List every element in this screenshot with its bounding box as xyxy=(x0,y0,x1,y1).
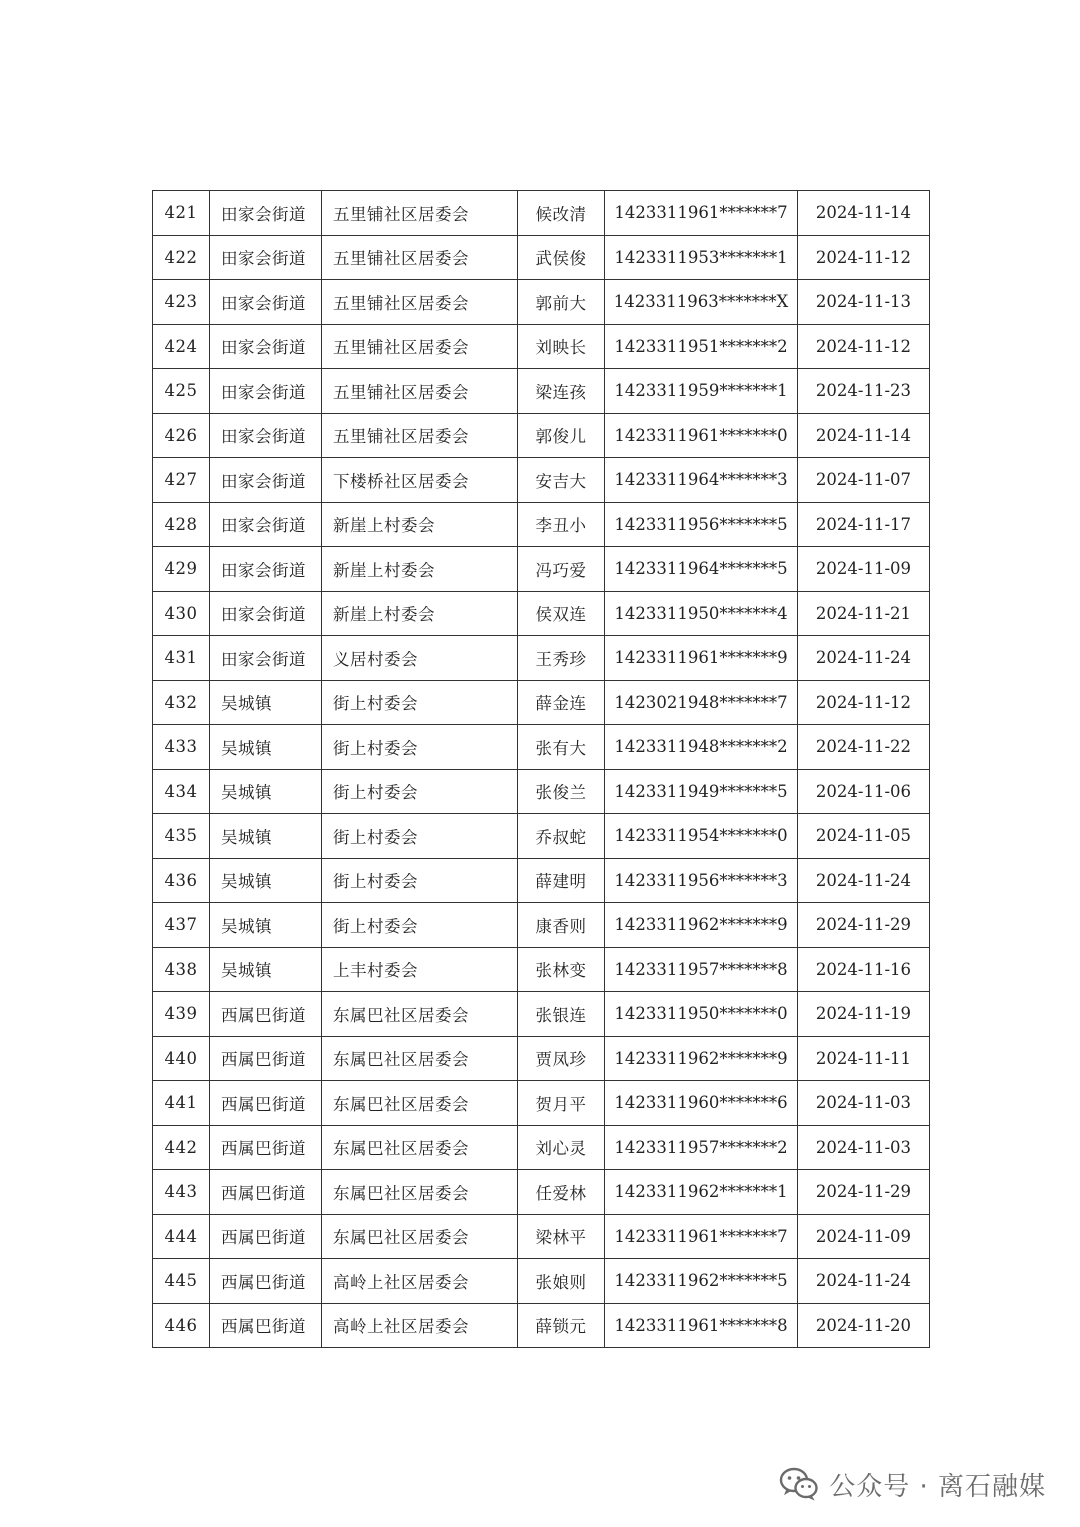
table-row xyxy=(153,1303,930,1348)
watermark-text: 公众号 · 离石融媒 xyxy=(829,1471,1046,1502)
person-name-cell: 张娘则 xyxy=(518,1259,605,1304)
township-cell: 西属巴街道 xyxy=(210,1214,322,1259)
township-cell: 吴城镇 xyxy=(210,769,322,814)
id-number-cell: 1423311964*******5 xyxy=(605,547,798,592)
community-cell: 街上村委会 xyxy=(322,680,518,725)
community-cell: 五里铺社区居委会 xyxy=(322,324,518,369)
records-table xyxy=(152,190,930,1348)
person-name-cell: 康香则 xyxy=(518,903,605,948)
row-number-cell: 434 xyxy=(153,769,210,814)
person-name-cell: 张林变 xyxy=(518,947,605,992)
table-row xyxy=(153,324,930,369)
table-row xyxy=(153,458,930,503)
row-number-cell: 446 xyxy=(153,1303,210,1348)
person-name-cell: 贺月平 xyxy=(518,1081,605,1126)
township-cell: 吴城镇 xyxy=(210,725,322,770)
community-cell: 新崖上村委会 xyxy=(322,547,518,592)
table-row xyxy=(153,1125,930,1170)
community-cell: 街上村委会 xyxy=(322,903,518,948)
community-cell: 东属巴社区居委会 xyxy=(322,992,518,1037)
table-row xyxy=(153,547,930,592)
id-number-cell: 1423311962*******1 xyxy=(605,1170,798,1215)
township-cell: 西属巴街道 xyxy=(210,1259,322,1304)
community-cell: 新崖上村委会 xyxy=(322,591,518,636)
table-row xyxy=(153,1214,930,1259)
township-cell: 田家会街道 xyxy=(210,502,322,547)
date-cell: 2024-11-14 xyxy=(798,191,930,236)
township-cell: 吴城镇 xyxy=(210,858,322,903)
row-number-cell: 444 xyxy=(153,1214,210,1259)
community-cell: 街上村委会 xyxy=(322,814,518,859)
row-number-cell: 442 xyxy=(153,1125,210,1170)
row-number-cell: 428 xyxy=(153,502,210,547)
id-number-cell: 1423311961*******9 xyxy=(605,636,798,681)
person-name-cell: 乔叔蛇 xyxy=(518,814,605,859)
id-number-cell: 1423311959*******1 xyxy=(605,369,798,414)
person-name-cell: 候改清 xyxy=(518,191,605,236)
community-cell: 高岭上社区居委会 xyxy=(322,1303,518,1348)
id-number-cell: 1423311956*******3 xyxy=(605,858,798,903)
date-cell: 2024-11-24 xyxy=(798,1259,930,1304)
person-name-cell: 薛金连 xyxy=(518,680,605,725)
id-number-cell: 1423311963*******X xyxy=(605,280,798,325)
table-row xyxy=(153,1259,930,1304)
date-cell: 2024-11-09 xyxy=(798,547,930,592)
township-cell: 吴城镇 xyxy=(210,680,322,725)
row-number-cell: 440 xyxy=(153,1036,210,1081)
id-number-cell: 1423311964*******3 xyxy=(605,458,798,503)
date-cell: 2024-11-17 xyxy=(798,502,930,547)
watermark xyxy=(779,1462,1046,1506)
id-number-cell: 1423021948*******7 xyxy=(605,680,798,725)
row-number-cell: 430 xyxy=(153,591,210,636)
person-name-cell: 王秀珍 xyxy=(518,636,605,681)
community-cell: 东属巴社区居委会 xyxy=(322,1214,518,1259)
township-cell: 西属巴街道 xyxy=(210,1303,322,1348)
table-row xyxy=(153,413,930,458)
community-cell: 东属巴社区居委会 xyxy=(322,1036,518,1081)
table-row xyxy=(153,280,930,325)
table-row xyxy=(153,725,930,770)
date-cell: 2024-11-29 xyxy=(798,1170,930,1215)
township-cell: 吴城镇 xyxy=(210,814,322,859)
table-row xyxy=(153,814,930,859)
row-number-cell: 432 xyxy=(153,680,210,725)
date-cell: 2024-11-19 xyxy=(798,992,930,1037)
row-number-cell: 438 xyxy=(153,947,210,992)
id-number-cell: 1423311961*******0 xyxy=(605,413,798,458)
community-cell: 东属巴社区居委会 xyxy=(322,1125,518,1170)
id-number-cell: 1423311961*******7 xyxy=(605,191,798,236)
community-cell: 五里铺社区居委会 xyxy=(322,280,518,325)
table-row xyxy=(153,191,930,236)
date-cell: 2024-11-03 xyxy=(798,1125,930,1170)
date-cell: 2024-11-29 xyxy=(798,903,930,948)
id-number-cell: 1423311949*******5 xyxy=(605,769,798,814)
date-cell: 2024-11-12 xyxy=(798,680,930,725)
date-cell: 2024-11-24 xyxy=(798,858,930,903)
community-cell: 下楼桥社区居委会 xyxy=(322,458,518,503)
person-name-cell: 任爱林 xyxy=(518,1170,605,1215)
community-cell: 五里铺社区居委会 xyxy=(322,235,518,280)
person-name-cell: 郭俊儿 xyxy=(518,413,605,458)
township-cell: 吴城镇 xyxy=(210,903,322,948)
id-number-cell: 1423311950*******4 xyxy=(605,591,798,636)
row-number-cell: 437 xyxy=(153,903,210,948)
date-cell: 2024-11-03 xyxy=(798,1081,930,1126)
id-number-cell: 1423311962*******5 xyxy=(605,1259,798,1304)
community-cell: 新崖上村委会 xyxy=(322,502,518,547)
person-name-cell: 冯巧爱 xyxy=(518,547,605,592)
person-name-cell: 张银连 xyxy=(518,992,605,1037)
township-cell: 西属巴街道 xyxy=(210,1036,322,1081)
person-name-cell: 梁林平 xyxy=(518,1214,605,1259)
township-cell: 田家会街道 xyxy=(210,636,322,681)
id-number-cell: 1423311962*******9 xyxy=(605,1036,798,1081)
table-row xyxy=(153,235,930,280)
table-row xyxy=(153,858,930,903)
row-number-cell: 443 xyxy=(153,1170,210,1215)
row-number-cell: 426 xyxy=(153,413,210,458)
township-cell: 田家会街道 xyxy=(210,280,322,325)
row-number-cell: 423 xyxy=(153,280,210,325)
date-cell: 2024-11-07 xyxy=(798,458,930,503)
date-cell: 2024-11-06 xyxy=(798,769,930,814)
row-number-cell: 445 xyxy=(153,1259,210,1304)
township-cell: 西属巴街道 xyxy=(210,1170,322,1215)
township-cell: 田家会街道 xyxy=(210,191,322,236)
person-name-cell: 贾凤珍 xyxy=(518,1036,605,1081)
table-row xyxy=(153,1170,930,1215)
table-row xyxy=(153,591,930,636)
wechat-icon xyxy=(779,1467,819,1501)
township-cell: 田家会街道 xyxy=(210,413,322,458)
township-cell: 西属巴街道 xyxy=(210,992,322,1037)
date-cell: 2024-11-11 xyxy=(798,1036,930,1081)
community-cell: 街上村委会 xyxy=(322,769,518,814)
id-number-cell: 1423311951*******2 xyxy=(605,324,798,369)
table-row xyxy=(153,947,930,992)
township-cell: 田家会街道 xyxy=(210,369,322,414)
person-name-cell: 梁连孩 xyxy=(518,369,605,414)
table-row xyxy=(153,1081,930,1126)
person-name-cell: 张俊兰 xyxy=(518,769,605,814)
community-cell: 东属巴社区居委会 xyxy=(322,1081,518,1126)
person-name-cell: 李丑小 xyxy=(518,502,605,547)
row-number-cell: 441 xyxy=(153,1081,210,1126)
id-number-cell: 1423311961*******8 xyxy=(605,1303,798,1348)
date-cell: 2024-11-21 xyxy=(798,591,930,636)
township-cell: 西属巴街道 xyxy=(210,1125,322,1170)
row-number-cell: 436 xyxy=(153,858,210,903)
id-number-cell: 1423311957*******8 xyxy=(605,947,798,992)
community-cell: 上丰村委会 xyxy=(322,947,518,992)
township-cell: 田家会街道 xyxy=(210,235,322,280)
row-number-cell: 431 xyxy=(153,636,210,681)
table-row xyxy=(153,502,930,547)
row-number-cell: 433 xyxy=(153,725,210,770)
table-row xyxy=(153,769,930,814)
date-cell: 2024-11-23 xyxy=(798,369,930,414)
date-cell: 2024-11-24 xyxy=(798,636,930,681)
person-name-cell: 薛建明 xyxy=(518,858,605,903)
community-cell: 五里铺社区居委会 xyxy=(322,413,518,458)
id-number-cell: 1423311962*******9 xyxy=(605,903,798,948)
row-number-cell: 421 xyxy=(153,191,210,236)
community-cell: 街上村委会 xyxy=(322,725,518,770)
date-cell: 2024-11-14 xyxy=(798,413,930,458)
row-number-cell: 427 xyxy=(153,458,210,503)
row-number-cell: 425 xyxy=(153,369,210,414)
table-row xyxy=(153,636,930,681)
id-number-cell: 1423311954*******0 xyxy=(605,814,798,859)
table-row xyxy=(153,903,930,948)
id-number-cell: 1423311953*******1 xyxy=(605,235,798,280)
person-name-cell: 郭前大 xyxy=(518,280,605,325)
row-number-cell: 422 xyxy=(153,235,210,280)
date-cell: 2024-11-20 xyxy=(798,1303,930,1348)
id-number-cell: 1423311960*******6 xyxy=(605,1081,798,1126)
community-cell: 街上村委会 xyxy=(322,858,518,903)
person-name-cell: 侯双连 xyxy=(518,591,605,636)
date-cell: 2024-11-16 xyxy=(798,947,930,992)
township-cell: 田家会街道 xyxy=(210,547,322,592)
table-row xyxy=(153,369,930,414)
community-cell: 东属巴社区居委会 xyxy=(322,1170,518,1215)
township-cell: 西属巴街道 xyxy=(210,1081,322,1126)
date-cell: 2024-11-13 xyxy=(798,280,930,325)
person-name-cell: 刘心灵 xyxy=(518,1125,605,1170)
row-number-cell: 439 xyxy=(153,992,210,1037)
township-cell: 田家会街道 xyxy=(210,591,322,636)
township-cell: 田家会街道 xyxy=(210,458,322,503)
id-number-cell: 1423311961*******7 xyxy=(605,1214,798,1259)
table-row xyxy=(153,992,930,1037)
community-cell: 五里铺社区居委会 xyxy=(322,191,518,236)
id-number-cell: 1423311948*******2 xyxy=(605,725,798,770)
person-name-cell: 薛锁元 xyxy=(518,1303,605,1348)
community-cell: 义居村委会 xyxy=(322,636,518,681)
date-cell: 2024-11-22 xyxy=(798,725,930,770)
records-table-body xyxy=(153,191,930,1348)
township-cell: 吴城镇 xyxy=(210,947,322,992)
person-name-cell: 张有大 xyxy=(518,725,605,770)
id-number-cell: 1423311956*******5 xyxy=(605,502,798,547)
community-cell: 高岭上社区居委会 xyxy=(322,1259,518,1304)
id-number-cell: 1423311957*******2 xyxy=(605,1125,798,1170)
person-name-cell: 刘映长 xyxy=(518,324,605,369)
date-cell: 2024-11-12 xyxy=(798,235,930,280)
person-name-cell: 安吉大 xyxy=(518,458,605,503)
community-cell: 五里铺社区居委会 xyxy=(322,369,518,414)
table-row xyxy=(153,680,930,725)
row-number-cell: 429 xyxy=(153,547,210,592)
township-cell: 田家会街道 xyxy=(210,324,322,369)
table-row xyxy=(153,1036,930,1081)
date-cell: 2024-11-09 xyxy=(798,1214,930,1259)
date-cell: 2024-11-05 xyxy=(798,814,930,859)
person-name-cell: 武侯俊 xyxy=(518,235,605,280)
row-number-cell: 424 xyxy=(153,324,210,369)
row-number-cell: 435 xyxy=(153,814,210,859)
id-number-cell: 1423311950*******0 xyxy=(605,992,798,1037)
date-cell: 2024-11-12 xyxy=(798,324,930,369)
